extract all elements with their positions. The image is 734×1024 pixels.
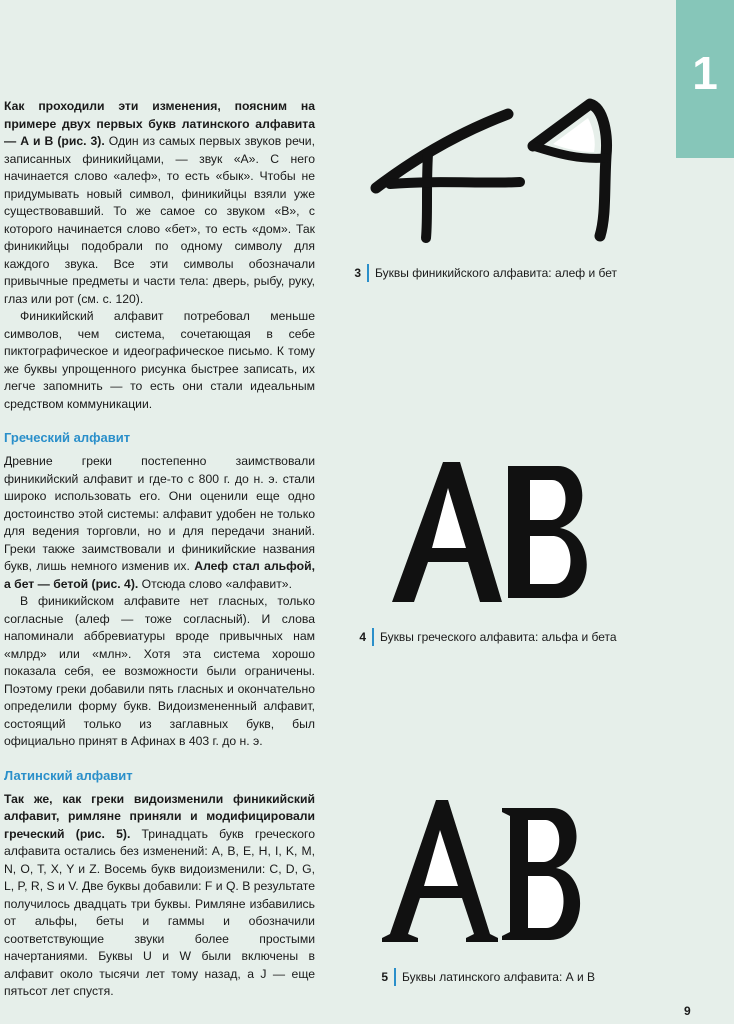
figure-3-number: 3 bbox=[354, 266, 361, 280]
beth-glyph bbox=[533, 104, 606, 236]
figure-phoenician-letters bbox=[368, 96, 618, 246]
latin-b-glyph bbox=[502, 808, 580, 940]
chapter-number: 1 bbox=[692, 47, 718, 99]
caption-divider bbox=[394, 968, 396, 986]
latin-heading: Латинский алфавит bbox=[4, 767, 133, 783]
latin-a-glyph bbox=[382, 800, 498, 942]
intro-bold-lead: Как проходили эти изменения, поясним на примере двух первых букв латинского алфавита — А и В (рис. 3). bbox=[4, 99, 315, 148]
chapter-tab bbox=[676, 0, 734, 158]
greek-paragraph-2: В финикийском алфавите нет гласных, только согласные (алеф — тоже согласный). И слова напоминали аббревиатуры вроде привычных нам «млрд» или «млн». Хотя эта система хорошо показала себя, ее возможности были ограничены. Поэтому греки добавили пять гласных и окончательно определили форму букв. Видоизмененный алфавит, состоящий только из заглавных букв, был официально принят в Афинах в 403 г. до н. э. bbox=[4, 594, 315, 748]
latin-paragraph-1 bbox=[4, 791, 315, 1001]
figure-4-caption bbox=[350, 628, 617, 646]
greek-paragraph-1 bbox=[4, 453, 315, 593]
greek-bold: Алеф стал альфой, а бет — бетой (рис. 4). bbox=[4, 559, 315, 591]
figure-4-number: 4 bbox=[359, 630, 366, 644]
greek-text-start: Древние греки постепенно заимствовали финикийский алфавит и где-то с 800 г. до н. э. стали широко использовать его. Они оценили еще одно достоинство этой системы: алфавит удобен не только для ведения торговли, но и для передачи знаний. Греки также заимствовали и финикийские названия букв, лишь немного изменив их. bbox=[4, 454, 315, 573]
latin-text: Тринадцать букв греческого алфавита остались без изменений: A, B, E, H, I, K, M, N, O, T, X, Y и Z. Восемь букв видоизменили: C, D, G, L, P, R, S и V. Две буквы добавили: F и Q. В результате получилось двадцать три буквы. Римляне избавились от альфы, беты и гаммы и обозначили соответствующие звуки более простыми начертаниями. Буквы U и W были включены в алфавит около тысячи лет тому назад, а J — еще пятьсот лет спустя. bbox=[4, 826, 315, 998]
latin-bold-lead: Так же, как греки видоизменили финикийский алфавит, римляне приняли и модифицировали греческий (рис. 5). bbox=[4, 791, 315, 841]
intro-text: Один из самых первых звуков речи, записанных финикийцами, — звук «А». С него начинается слово «алеф», то есть «бык». Чтобы не придумывать новый символ, финикийцы взяли уже существовавший. То же самое со звуком «В», с которого начинается слово «бет», то есть «дом». Так финикийцы подобрали по одному символу для каждого звука. Все эти символы обозначали привычные предметы и части тела: дверь, рыбу, руку, глаз или рот (см. с. 120). bbox=[4, 134, 315, 306]
figure-5-caption bbox=[372, 968, 595, 986]
figure-latin-letters bbox=[378, 798, 588, 948]
intro-paragraph-2: Финикийский алфавит потребовал меньше символов, чем система, сочетающая в себе пиктографическое и идеографическое письмо. К тому же буквы упрощенного рисунка быстрее записать, их легче запомнить — то есть они стали идеальным средством коммуникации. bbox=[4, 309, 315, 411]
aleph-glyph bbox=[376, 114, 520, 238]
caption-divider bbox=[372, 628, 374, 646]
figure-greek-letters bbox=[388, 458, 598, 608]
main-text-column bbox=[4, 98, 315, 1001]
beta-glyph bbox=[508, 466, 587, 598]
figure-5-text: Буквы латинского алфавита: А и В bbox=[402, 970, 595, 984]
page-number: 9 bbox=[684, 1004, 691, 1018]
greek-heading: Греческий алфавит bbox=[4, 430, 131, 445]
figure-5-number: 5 bbox=[381, 970, 388, 984]
figure-4-text: Буквы греческого алфавита: альфа и бета bbox=[380, 630, 617, 644]
alpha-glyph bbox=[392, 462, 502, 602]
intro-paragraph-1 bbox=[4, 98, 315, 308]
figure-3-caption bbox=[345, 264, 617, 282]
figure-3-text: Буквы финикийского алфавита: алеф и бет bbox=[375, 266, 618, 280]
caption-divider bbox=[367, 264, 369, 282]
greek-text-end: Отсюда слово «алфавит». bbox=[138, 576, 292, 591]
